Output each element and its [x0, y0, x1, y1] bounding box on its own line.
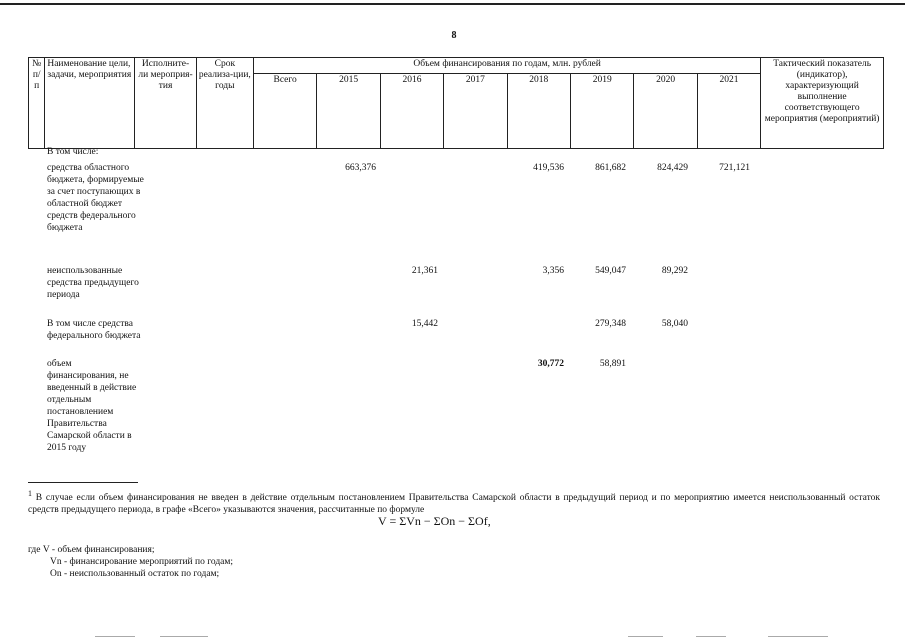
row-label-including: В том числе: — [47, 147, 99, 157]
definition-line: On - неиспользованный остаток по годам; — [50, 569, 220, 579]
cell-value: 58,891 — [599, 359, 626, 369]
cell-value: 89,292 — [661, 266, 688, 276]
header-year: 2020 — [634, 74, 697, 149]
header-name: Наименование цели, задачи, мероприятия — [45, 58, 135, 149]
header-year: 2017 — [444, 74, 507, 149]
row-label-unused-funds: неиспользованные средства предыдущего периода — [47, 266, 139, 300]
cell-value: 3,356 — [542, 266, 564, 276]
definition-line: Vn - финансирование мероприятий по годам; — [50, 557, 234, 567]
header-num: № п/п — [29, 58, 45, 149]
cell-value: 21,361 — [411, 266, 438, 276]
cell-value: 549,047 — [595, 266, 626, 276]
formula-definitions — [28, 544, 233, 580]
footnote-marker: 1 — [28, 489, 32, 498]
header-funding-group: Объем финансирования по годам, млн. рублей — [253, 58, 760, 74]
header-year: 2015 — [317, 74, 380, 149]
cell-value: 861,682 — [595, 163, 626, 173]
cell-value: 419,536 — [533, 163, 564, 173]
header-term: Срок реализа-ции, годы — [196, 58, 253, 149]
cell-value: 663,376 — [345, 163, 376, 173]
footnote-separator — [28, 482, 138, 483]
definition-line: где V - объем финансирования; — [28, 545, 155, 555]
header-year: 2018 — [507, 74, 570, 149]
cell-value: 58,040 — [661, 319, 688, 329]
header-indicator: Тактический показатель (индикатор), характеризующий выполнение соответствующего мероприятия (мероприятий) — [761, 58, 884, 149]
cell-value: 721,121 — [719, 163, 750, 173]
formula: V = ΣVn − ΣOn − ΣOf, — [378, 514, 491, 528]
scan-artifact — [768, 636, 828, 637]
header-total: Всего — [253, 74, 316, 149]
footnote-text: В случае если объем финансирования не введен в действие отдельным постановлением Правительства Самарской области в предыдущий период и по мероприятию имеется неиспользованный остаток средств предыдущего периода, в графе «Всего» указываются значения, рассчитанные по формуле — [28, 493, 881, 516]
scan-artifact — [696, 636, 726, 637]
header-executor: Исполните-ли мероприя-тия — [135, 58, 196, 149]
cell-value: 30,772 — [537, 359, 564, 369]
cell-value: 15,442 — [411, 319, 438, 329]
page-number: 8 — [451, 30, 457, 41]
scan-artifact — [160, 636, 208, 637]
cell-value: 824,429 — [657, 163, 688, 173]
footnote — [28, 488, 880, 516]
header-year: 2021 — [697, 74, 760, 149]
cell-value: 279,348 — [595, 319, 626, 329]
row-label-regional-budget: средства областного бюджета, формируемые за счет поступающих в областной бюджет средств федерального бюджета — [47, 163, 144, 233]
header-year: 2016 — [380, 74, 443, 149]
scan-artifact — [95, 636, 135, 637]
row-label-federal-funds: В том числе средства федерального бюджета — [47, 319, 141, 341]
row-label-not-enacted: объем финансирования, не введенный в действие отдельным постановлением Правительства Самарской области в 2015 году — [47, 359, 137, 453]
header-year: 2019 — [571, 74, 634, 149]
scan-artifact — [628, 636, 663, 637]
